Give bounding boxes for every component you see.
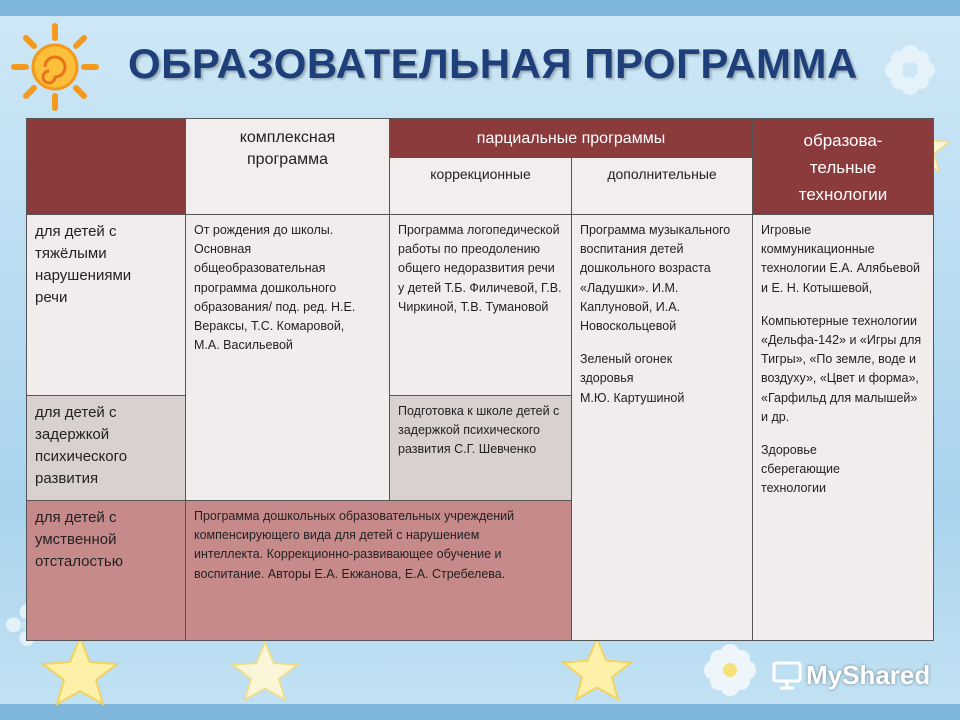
header-complex-program (185, 118, 390, 215)
header-additional (571, 157, 753, 215)
cell-additional (571, 214, 753, 641)
star-icon (560, 636, 634, 702)
retardation-program-text: Программа дошкольных образовательных учреждений компенсирующего вида для детей с нарушением интеллекта. Коррекционно-развивающее обучение и воспитание. Авторы Е.А. Екжанова, Е.А. Стребелева. (194, 509, 515, 581)
page-title: ОБРАЗОВАТЕЛЬНАЯ ПРОГРАММА (128, 40, 858, 87)
row-label-mental-retardation (26, 500, 186, 641)
header-technologies-label: образова-тельные технологии (798, 131, 888, 204)
complex-program-text: От рождения до школы. Основная общеобразовательная программа дошкольного образования/ под. ред. Н.Е. Вераксы, Т.С. Комаровой, М.А. Васильевой (194, 223, 356, 353)
sun-icon (10, 22, 100, 112)
header-partial-label: парциальные программы (476, 130, 666, 147)
presentation-icon (772, 660, 802, 690)
cell-retardation-program (185, 500, 572, 641)
cell-speech-correction (389, 214, 572, 396)
row-label-severe-speech (26, 214, 186, 396)
row-label-mental-delay (26, 395, 186, 501)
tech-health-text: Здоровье сберегающие технологии (761, 443, 840, 496)
header-partial-programs (389, 118, 753, 158)
additional-health-text-2: М.Ю. Картушиной (580, 390, 685, 405)
row-label-text: для детей с тяжёлыми нарушениями речи (35, 223, 132, 306)
header-correctional (389, 157, 572, 215)
cell-mental-delay-correction (389, 395, 572, 501)
flower-icon (700, 640, 760, 700)
flower-icon (880, 40, 940, 100)
star-icon (230, 640, 300, 702)
myshared-logo[interactable]: MyShared (806, 660, 931, 690)
additional-health-text-1: Зеленый огонек здоровья (580, 352, 673, 386)
star-icon (40, 636, 120, 706)
header-technologies (752, 118, 934, 215)
tech-games-text: Игровые коммуникационные технологии Е.А. Алябьевой и Е. Н. Котышевой, (761, 223, 921, 295)
bottom-stripe (0, 704, 960, 720)
row-label-text: для детей с задержкой психического развития (35, 404, 128, 487)
header-correctional-label: коррекционные (430, 166, 531, 182)
header-complex-label: комплексная программа (239, 129, 336, 168)
top-stripe (0, 0, 960, 16)
tech-computer-text: Компьютерные технологии «Дельфа-142» и «Игры для Тигры», «По земле, воде и воздуху», «Цвет и форма», «Гарфильд для малышей» и др. (761, 313, 922, 424)
header-additional-label: дополнительные (607, 166, 717, 182)
additional-music-text: Программа музыкального воспитания детей дошкольного возраста «Ладушки». И.М. Каплуновой, И.А. Новоскольцевой (580, 223, 731, 334)
speech-correction-text: Программа логопедической работы по преодолению общего недоразвития речи у детей Т.Б. Филичевой, Г.В. Чиркиной, Т.В. Тумановой (398, 223, 562, 314)
cell-complex-program (185, 214, 390, 501)
mental-delay-correction-text: Подготовка к школе детей с задержкой психического развития С.Г. Шевченко (398, 404, 560, 457)
table-corner (26, 118, 186, 215)
cell-technologies (752, 214, 934, 641)
row-label-text: для детей с умственной отсталостью (35, 509, 123, 570)
